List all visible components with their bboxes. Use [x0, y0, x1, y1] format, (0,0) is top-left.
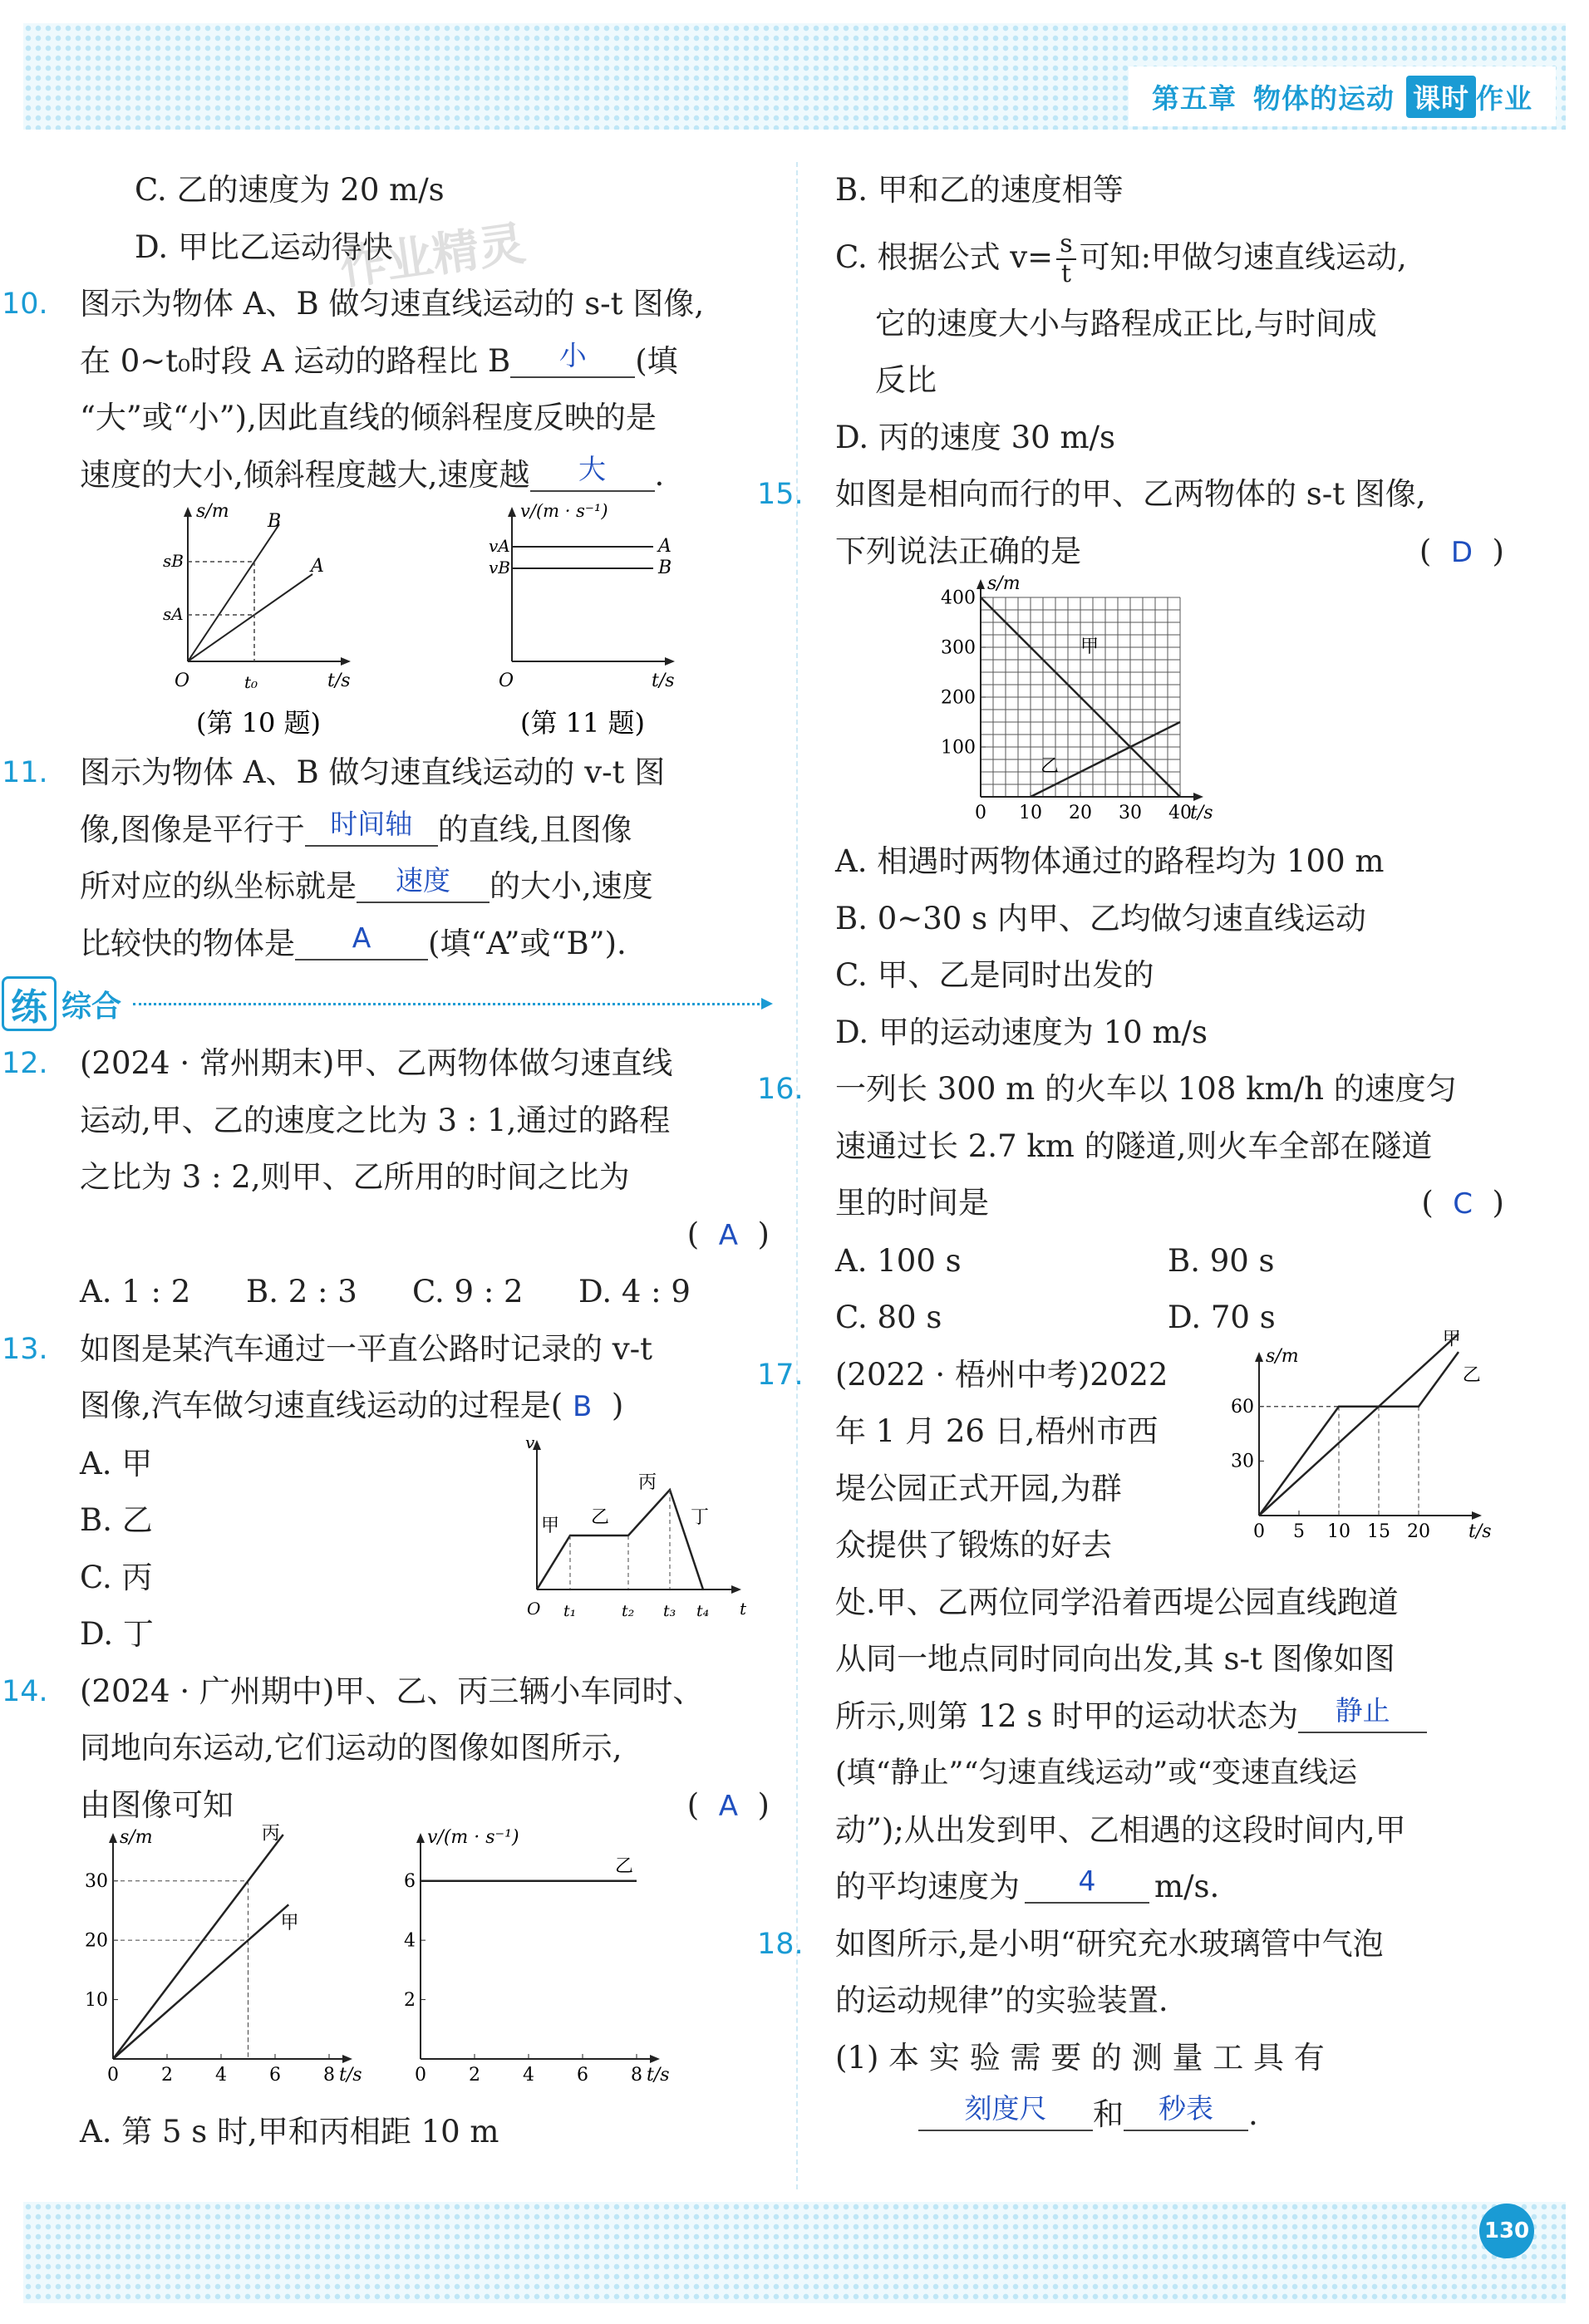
y-tick-label: 30 — [85, 1871, 108, 1893]
q17-line3: 堤公园正式开园,为群 — [835, 1470, 1122, 1506]
x-tick-label: 0 — [975, 803, 986, 823]
q14-line3: 由图像可知 — [80, 1786, 234, 1823]
y-tick-label: 200 — [941, 687, 976, 709]
q13-body — [80, 1432, 770, 1663]
option-a: A. 相遇时两物体通过的路程均为 100 m — [835, 843, 1385, 879]
fig10-sa: sA — [163, 604, 184, 624]
q11-line2: 像,图像是平行于 — [80, 811, 305, 848]
fraction-numerator: s — [1056, 230, 1075, 260]
x-tick-label: 20 — [1069, 803, 1092, 823]
answer-text: 静止 — [1335, 1693, 1390, 1727]
option-b: B. 2 : 3 — [246, 1274, 357, 1309]
q10-line3: “大”或“小”),因此直线的倾斜程度反映的是 — [80, 400, 657, 435]
q17-st-chart — [1201, 1328, 1492, 1555]
chapter-header — [1129, 66, 1556, 126]
answer-choice[interactable]: C — [1453, 1187, 1473, 1221]
y-axis-label: s/m — [120, 1827, 153, 1848]
answer-blank[interactable] — [1025, 1865, 1149, 1904]
page-number: 130 — [1479, 2204, 1534, 2258]
x-tick-label: 20 — [1407, 1521, 1430, 1542]
question-number: 12. — [2, 1047, 48, 1080]
q12-options — [80, 1264, 770, 1321]
y-tick-label: 30 — [1231, 1451, 1254, 1472]
q15-line2: 下列说法正确的是 — [835, 533, 1081, 569]
question-number: 18. — [757, 1927, 804, 1961]
option-c: C. 80 s — [835, 1300, 942, 1335]
series-label: 乙 — [615, 1856, 634, 1877]
line-a — [188, 574, 312, 661]
answer-blank[interactable] — [510, 340, 635, 378]
fraction-denominator: t — [1060, 259, 1071, 288]
y-tick-label: 20 — [85, 1930, 108, 1952]
series-label: 乙 — [1462, 1364, 1481, 1386]
fig11-va: vA — [489, 536, 510, 556]
series-label: 乙 — [1040, 756, 1060, 777]
q13-line1: 如图是某汽车通过一平直公路时记录的 v-t — [80, 1330, 653, 1367]
section-header — [2, 972, 770, 1035]
q13-vt-graph — [512, 1432, 753, 1623]
fig11-origin: O — [499, 671, 514, 691]
q14-option-c-line2: 它的速度大小与路程成正比,与时间成 — [875, 305, 1377, 341]
answer-blank[interactable] — [305, 808, 438, 847]
q12-line1: (2024 · 常州期末)甲、乙两物体做匀速直线 — [80, 1045, 673, 1081]
q17-line9: 动”);从出发到甲、乙相遇的这段时间内,甲 — [835, 1811, 1406, 1848]
q13-seg-bing: 丙 — [638, 1472, 657, 1493]
q18-end: . — [1248, 2096, 1258, 2132]
q16-line3: 里的时间是 — [835, 1185, 989, 1221]
right-column — [757, 162, 1504, 2144]
x-tick-label: 0 — [107, 2065, 119, 2086]
section-arrow-line — [133, 1003, 770, 1005]
x-axis-arrow — [650, 2055, 660, 2063]
x-axis-arrow — [342, 2055, 352, 2063]
brand-label-a: 课时 — [1406, 76, 1476, 118]
fig10-xlabel: t/s — [327, 671, 351, 691]
vt-curve — [537, 1490, 703, 1589]
option-d: D. 甲的运动速度为 10 m/s — [835, 1014, 1208, 1050]
answer-paren: ( A ) — [686, 1216, 770, 1252]
series-label: 甲 — [1080, 636, 1100, 657]
q16-line1: 一列长 300 m 的火车以 108 km/h 的速度匀 — [835, 1071, 1457, 1107]
x-tick-label: 8 — [631, 2065, 642, 2086]
q18-line1: 如图所示,是小明“研究充水玻璃管中气泡 — [835, 1925, 1384, 1962]
q11-line1: 图示为物体 A、B 做匀速直线运动的 v-t 图 — [80, 754, 666, 790]
q12-line3: 之比为 3 : 2,则甲、乙所用的时间之比为 — [80, 1159, 630, 1195]
q14-vt-chart — [404, 1827, 670, 2086]
series-line — [113, 1904, 288, 2059]
answer-choice[interactable]: B — [572, 1390, 593, 1423]
q10-line1: 图示为物体 A、B 做匀速直线运动的 s-t 图像, — [80, 286, 705, 322]
q13-line2: 图像,汽车做匀速直线运动的过程是 — [80, 1388, 551, 1423]
q10-line4: 速度的大小,倾斜程度越大,速度越 — [80, 456, 530, 493]
q13-seg-ding: 丁 — [691, 1506, 710, 1528]
q17-line4: 众提供了锻炼的好去 — [835, 1527, 1112, 1563]
q17-line10-tail: m/s. — [1154, 1869, 1220, 1904]
formula-fraction — [1056, 230, 1075, 288]
series-label: 甲 — [1442, 1328, 1461, 1349]
q10-line4-tail: . — [654, 456, 665, 493]
q15-line1: 如图是相向而行的甲、乙两物体的 s-t 图像, — [835, 476, 1426, 512]
series-label: 丙 — [261, 1823, 280, 1845]
option-a: A. 1 : 2 — [80, 1274, 191, 1309]
answer-blank[interactable] — [530, 454, 655, 492]
x-tick-label: 0 — [1253, 1521, 1265, 1542]
series-line — [113, 1835, 283, 2059]
q15-st-chart — [835, 573, 1504, 830]
question-16: 16. 一列长 300 m 的火车以 108 km/h 的速度匀 速通过长 2.7 km 的隧道,则火车全部在隧道 里的时间是 ( C ) A. 100 s B. 90 s C. 80 s D. 70 s — [835, 1061, 1504, 1347]
q16-line2: 速通过长 2.7 km 的隧道,则火车全部在隧道 — [835, 1128, 1433, 1164]
y-axis-label: s/m — [987, 573, 1021, 594]
y-tick-label: 300 — [941, 637, 976, 659]
q14-option-a: A. 第 5 s 时,甲和丙相距 10 m — [80, 2114, 499, 2150]
x-tick-label: 10 — [1327, 1521, 1350, 1542]
x-tick-label: 4 — [215, 2065, 227, 2086]
x-tick-label: 6 — [269, 2065, 281, 2086]
q13-seg-jia: 甲 — [541, 1515, 560, 1536]
q14-option-d: D. 丙的速度 30 m/s — [835, 419, 1116, 455]
y-tick-label: 6 — [404, 1871, 416, 1893]
q18-line2: 的运动规律”的实验装置. — [835, 1983, 1168, 2018]
fig11-xlabel: t/s — [652, 671, 675, 691]
answer-text: 大 — [578, 452, 607, 485]
answer-text: 刻度尺 — [964, 2092, 1047, 2125]
y-axis-label: s/m — [1266, 1345, 1299, 1367]
q17-line1: (2022 · 梧州中考)2022 — [835, 1356, 1168, 1393]
question-18 — [757, 1916, 1504, 2144]
y-tick-label: 400 — [941, 587, 976, 609]
question-number: 15. — [757, 478, 804, 511]
option-a: A. 甲 — [80, 1445, 153, 1481]
answer-blank[interactable] — [918, 2093, 1093, 2131]
answer-text: A — [352, 921, 371, 954]
x-axis-label: t/s — [1468, 1521, 1492, 1542]
q11-line3-tail: 的大小,速度 — [489, 868, 653, 904]
question-17 — [757, 1328, 1504, 1916]
q14-option-b: B. 甲和乙的速度相等 — [835, 172, 1124, 208]
figures-10-11 — [80, 501, 770, 744]
x-axis-label: t/s — [647, 2065, 670, 2086]
q13-origin: O — [527, 1598, 541, 1619]
x-tick-label: 6 — [577, 2065, 588, 2086]
answer-choice[interactable]: A — [718, 1218, 739, 1252]
q18-and: 和 — [1093, 2096, 1124, 2132]
x-axis-label: t/s — [1190, 803, 1213, 823]
q10-line2: 在 0~t₀时段 A 运动的路程比 B — [80, 342, 511, 379]
question-13: 13. 如图是某汽车通过一平直公路时记录的 v-t 图像,汽车做匀速直线运动的过程是( B ) A. 甲 B. 乙 C. 丙 D. 丁 v t O t₁ t₂ t₃ t₄ 甲 乙 丙 丁 — [80, 1321, 770, 1663]
q17-line6: 从同一地点同时同向出发,其 s-t 图像如图 — [835, 1641, 1395, 1677]
series-label: 甲 — [280, 1912, 299, 1933]
option-d: D. 4 : 9 — [578, 1274, 691, 1309]
y-tick-label: 2 — [404, 1989, 416, 2011]
x-tick-label: 40 — [1168, 803, 1192, 823]
q13-ylabel: v — [525, 1432, 535, 1452]
answer-text: 时间轴 — [330, 807, 413, 840]
q9-option-d: D. 甲比乙运动得快 — [135, 228, 393, 265]
option-b: B. 乙 — [80, 1502, 153, 1538]
y-tick-label: 100 — [941, 737, 976, 759]
q17-line2: 年 1 月 26 日,梧州市西 — [835, 1413, 1159, 1449]
chapter-label: 第五章 — [1152, 81, 1237, 115]
q14-line1: (2024 · 广州期中)甲、乙、丙三辆小车同时、 — [80, 1673, 704, 1709]
answer-blank[interactable] — [357, 865, 489, 903]
q11-line4: 比较快的物体是 — [80, 925, 295, 961]
x-axis-arrow — [1472, 1511, 1482, 1520]
question-number: 10. — [2, 287, 48, 321]
fig11-label-b: B — [658, 558, 672, 578]
fig10-label-a: A — [311, 556, 324, 577]
answer-blank[interactable] — [295, 922, 428, 961]
y-axis-arrow — [1255, 1352, 1263, 1362]
question-14: 14. (2024 · 广州期中)甲、乙、丙三辆小车同时、 同地向东运动,它们运动的图像如图所示, 由图像可知 ( A ) 0 2 4 6 8 10 20 30 s/m t/s 丙 甲 0 2 4 6 8 2 4 6 v/(m · s⁻¹) t/s 乙 A. 第 5 s 时,甲和丙相距 10 m — [80, 1663, 770, 2161]
question-12 — [2, 1035, 770, 1321]
question-10 — [2, 276, 770, 504]
option-c: C. 丙 — [80, 1559, 153, 1595]
q13-t1: t₁ — [563, 1601, 577, 1620]
answer-choice[interactable]: A — [718, 1789, 739, 1823]
series-line — [1259, 1352, 1459, 1516]
q14-st-chart — [85, 1824, 362, 2086]
q12-line2: 运动,甲、乙的速度之比为 3 : 1,通过的路程 — [80, 1102, 671, 1138]
q13-t4: t₄ — [696, 1601, 710, 1620]
q13-xlabel: t — [740, 1598, 747, 1619]
x-tick-label: 30 — [1119, 803, 1142, 823]
line-b — [188, 524, 279, 661]
x-tick-label: 8 — [323, 2065, 335, 2086]
x-tick-label: 10 — [1019, 803, 1042, 823]
fig11-caption: (第 11 题) — [520, 707, 646, 739]
fig10-ylabel: s/m — [196, 501, 229, 522]
fig11-graph — [489, 501, 675, 739]
topic-label: 物体的运动 — [1253, 81, 1395, 115]
section-title: 综合 — [61, 989, 122, 1024]
y-tick-label: 10 — [85, 1989, 108, 2011]
option-c: C. 甲、乙是同时出发的 — [835, 957, 1154, 993]
q13-t2: t₂ — [622, 1601, 635, 1620]
q11-line4-tail: (填“A”或“B”). — [428, 925, 627, 961]
x-axis-arrow — [1193, 793, 1203, 801]
q17-line8: (填“静止”“匀速直线运动”或“变速直线运 — [835, 1757, 1358, 1790]
q11-line3: 所对应的纵坐标就是 — [80, 868, 357, 904]
fig10-t0: t₀ — [244, 672, 258, 692]
answer-text: 4 — [1078, 1865, 1096, 1897]
q17-line10: 的平均速度为 — [835, 1869, 1020, 1904]
answer-text: 小 — [558, 338, 587, 371]
x-tick-label: 2 — [469, 2065, 480, 2086]
question-number: 13. — [2, 1332, 48, 1366]
question-15: 15. 如图是相向而行的甲、乙两物体的 s-t 图像, 下列说法正确的是 ( D ) 0 10 20 30 40 100 200 300 400 s/m t/s 甲 乙 A. 相遇时两物体通过的路程均为 100 m B. 0~30 s 内甲、乙均做匀速直线运动 C. 甲、乙是同时出发的 D. 甲的运动速度为 10 m/s — [835, 466, 1504, 1061]
fig10-sb: sB — [163, 551, 184, 571]
question-number: 17. — [757, 1358, 804, 1392]
q17-line7: 所示,则第 12 s 时甲的运动状态为 — [835, 1698, 1299, 1734]
footer-band — [23, 2202, 1566, 2303]
q10-line2-tail: (填 — [635, 342, 678, 379]
x-tick-label: 2 — [161, 2065, 173, 2086]
option-b: B. 0~30 s 内甲、乙均做匀速直线运动 — [835, 900, 1366, 936]
section-icon: 练 — [2, 976, 57, 1031]
answer-blank[interactable] — [1298, 1695, 1427, 1733]
y-tick-label: 60 — [1231, 1396, 1254, 1417]
y-axis-label: v/(m · s⁻¹) — [427, 1827, 519, 1848]
x-tick-label: 4 — [523, 2065, 534, 2086]
option-d: D. 70 s — [1168, 1300, 1276, 1335]
question-number: 14. — [2, 1674, 48, 1708]
q11-line2-tail: 的直线,且图像 — [437, 811, 632, 848]
left-column — [2, 162, 770, 2161]
q14-option-c-tail: 可知:甲做匀速直线运动, — [1079, 238, 1407, 275]
fig10-caption: (第 10 题) — [196, 707, 322, 739]
option-c: C. 9 : 2 — [412, 1274, 524, 1309]
x-tick-label: 5 — [1293, 1521, 1305, 1542]
watermark: 作业精灵 — [337, 216, 529, 297]
fig11-vb: vB — [489, 558, 510, 577]
q18-line3: (1) 本 实 验 需 要 的 测 量 工 具 有 — [835, 2039, 1325, 2076]
q14-line2: 同地向东运动,它们运动的图像如图所示, — [80, 1730, 622, 1766]
q13-seg-yi: 乙 — [591, 1506, 610, 1528]
answer-text: 速度 — [396, 864, 450, 897]
fig11-ylabel: v/(m · s⁻¹) — [520, 501, 608, 521]
q17-line5: 处.甲、乙两位同学沿着西堤公园直线跑道 — [835, 1584, 1399, 1620]
question-11 — [2, 744, 770, 972]
option-b: B. 90 s — [1168, 1242, 1275, 1279]
option-d: D. 丁 — [80, 1616, 154, 1652]
question-number: 11. — [2, 756, 48, 789]
question-number: 16. — [757, 1073, 804, 1106]
x-tick-label: 0 — [415, 2065, 426, 2086]
x-tick-label: 15 — [1367, 1521, 1390, 1542]
q14-option-c: C. 根据公式 v= — [835, 238, 1054, 275]
fig10-graph — [163, 501, 351, 739]
answer-text: 秒表 — [1159, 2092, 1213, 2125]
answer-choice[interactable]: D — [1450, 535, 1473, 569]
q9-option-c: C. 乙的速度为 20 m/s — [135, 172, 445, 208]
x-axis-label: t/s — [339, 2065, 362, 2086]
option-a: A. 100 s — [835, 1242, 962, 1279]
q13-t3: t₃ — [663, 1601, 676, 1620]
fig10-origin: O — [175, 671, 190, 691]
answer-blank[interactable] — [1124, 2093, 1248, 2131]
fig11-label-a: A — [658, 536, 672, 557]
fig10-11-svg — [80, 501, 770, 744]
q14-option-c-line3: 反比 — [875, 362, 937, 398]
y-tick-label: 4 — [404, 1930, 416, 1952]
brand-label-b: 作业 — [1476, 81, 1532, 115]
fig10-label-b: B — [268, 511, 282, 532]
